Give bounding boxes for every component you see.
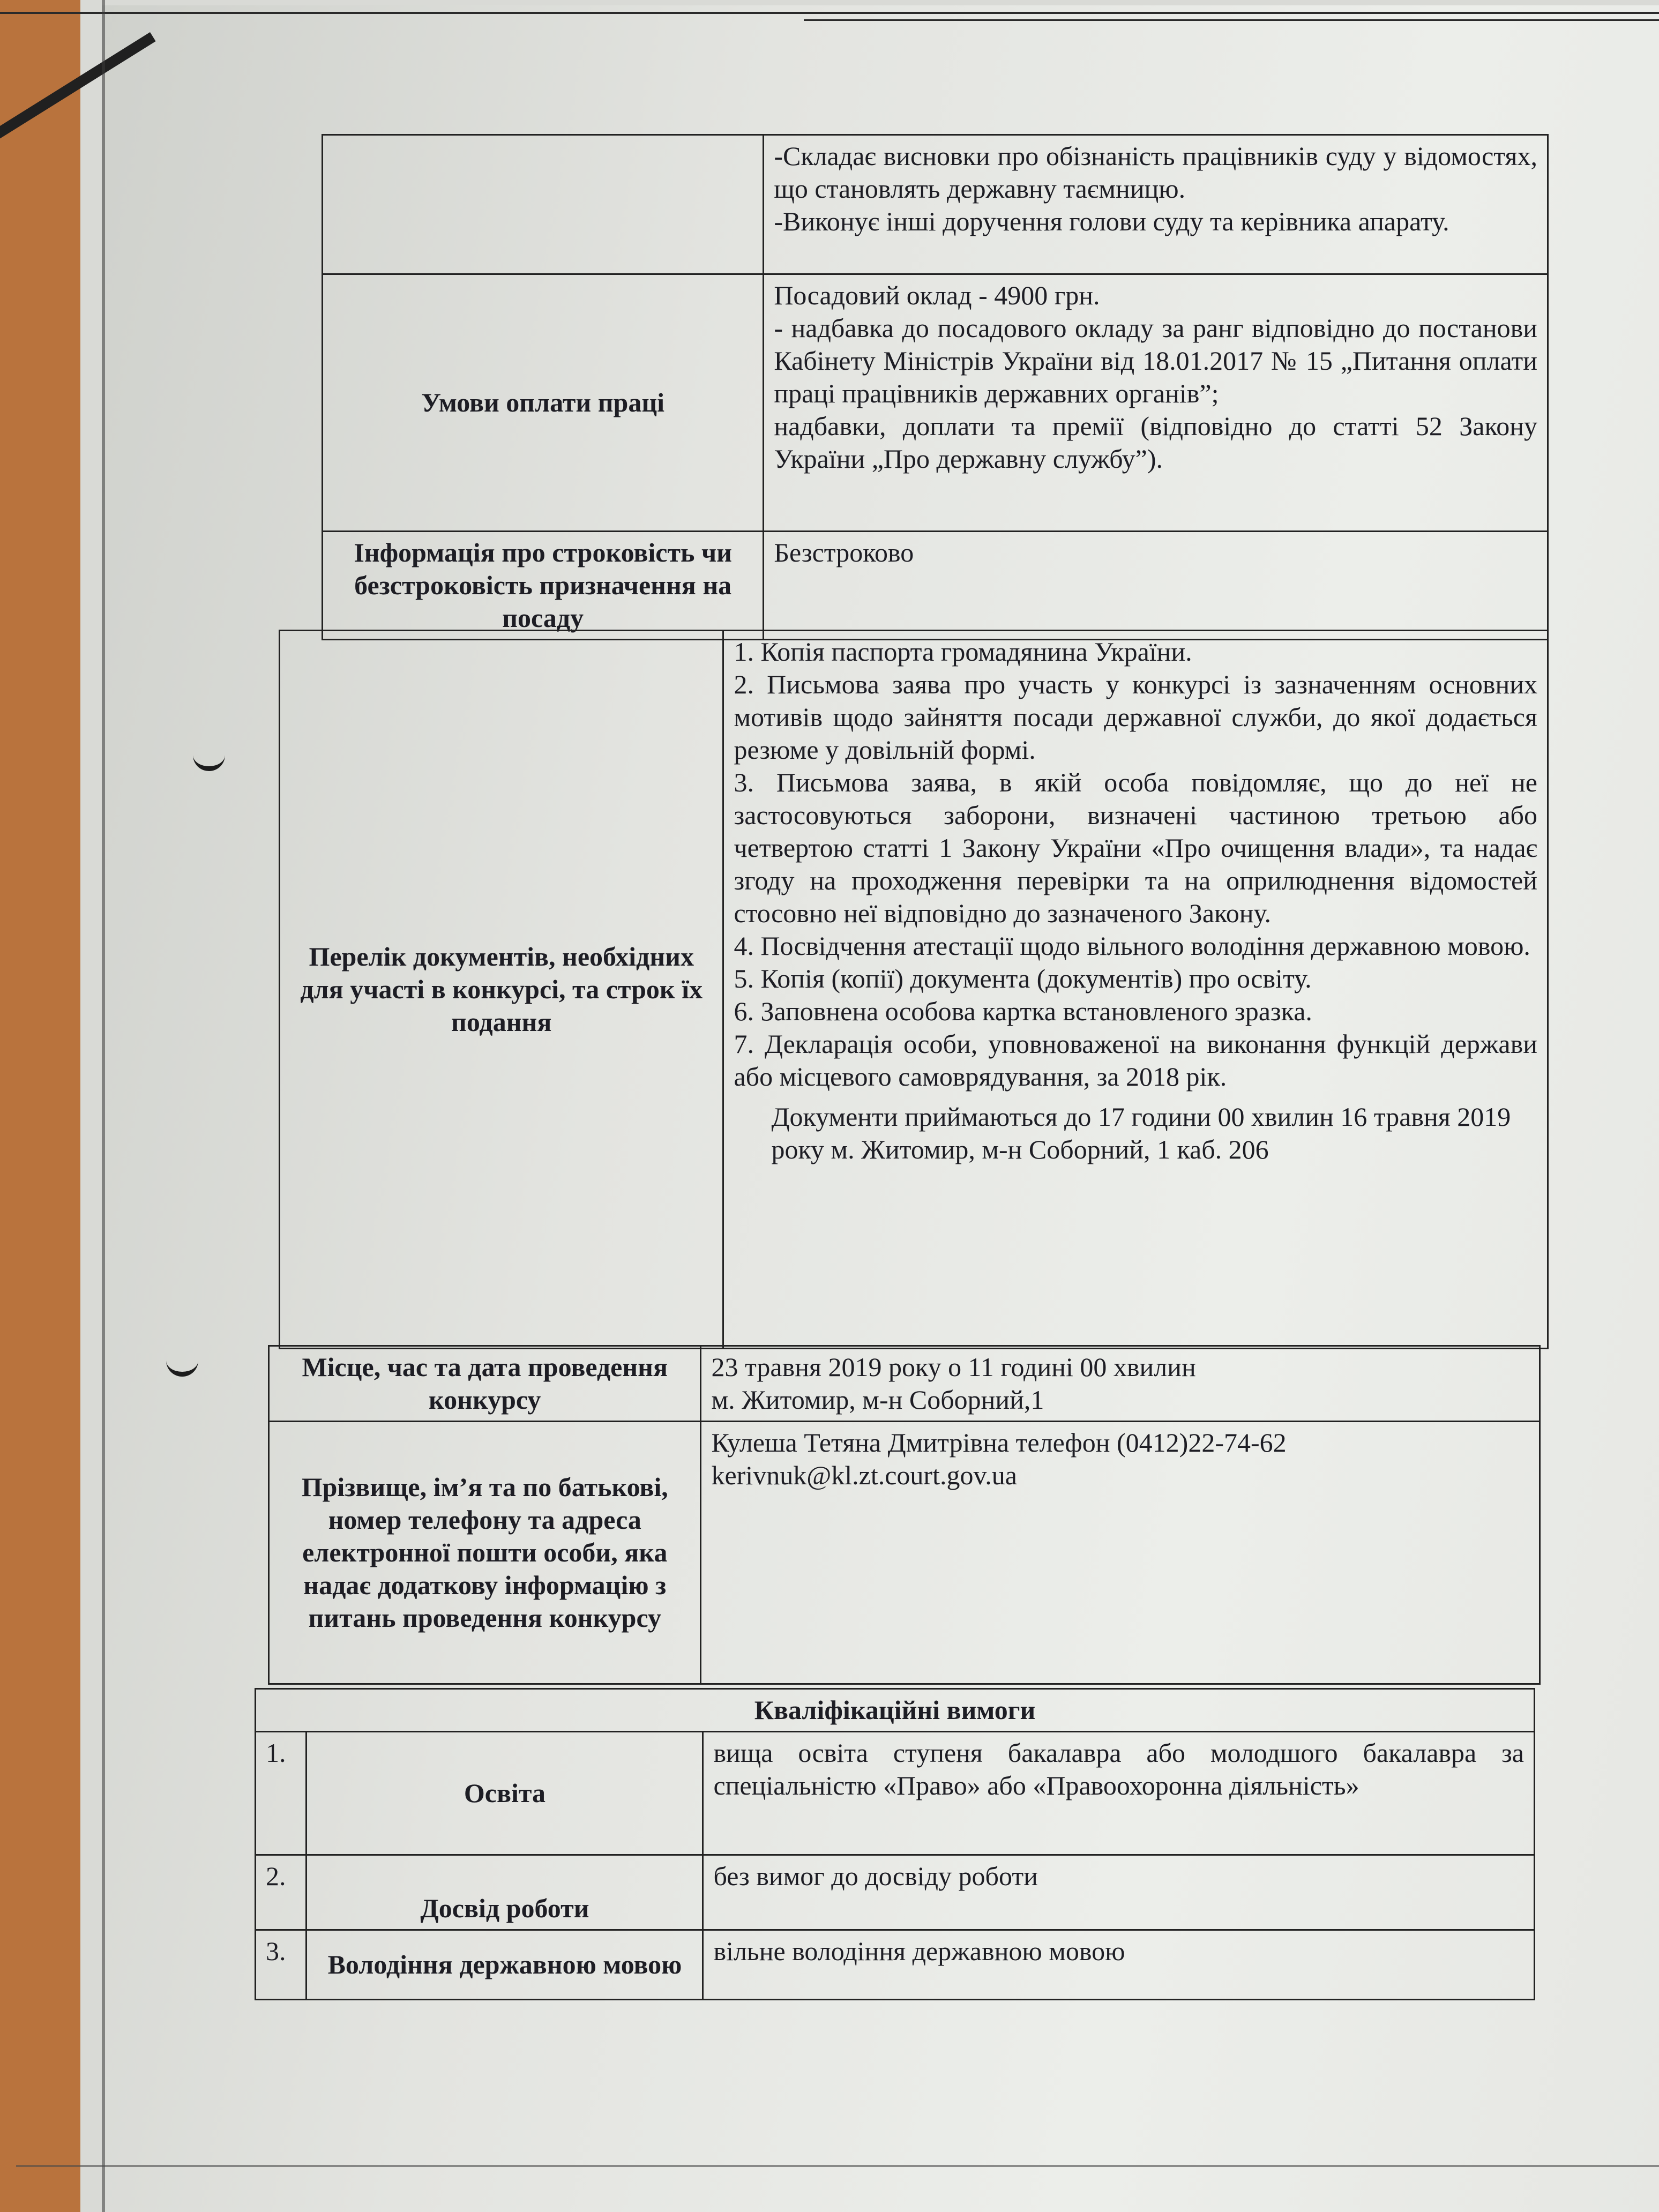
documents-row [280,631,1548,1349]
contact-email: kerivnuk@kl.zt.court.gov.ua [711,1460,1017,1490]
vacancy-table-upper [322,134,1549,640]
document-item: 1. Копія паспорта громадянина України. [734,637,1192,667]
contact-name-phone: Кулеша Тетяна Дмитрівна телефон (0412)22-74-62 [711,1428,1287,1458]
row-number: 3. [256,1930,307,2000]
qualifications-table [255,1688,1535,2000]
pay-salary: Посадовий оклад - 4900 грн. [774,280,1100,310]
education-value: вища освіта ступеня бакалавра або молодшого бакалавра за спеціальністю «Право» або «Правоохоронна діяльність» [703,1732,1535,1855]
top-edge-line-2 [804,19,1659,21]
qualification-row-education [256,1732,1535,1855]
pay-row [323,274,1548,532]
venue-address: м. Житомир, м-н Соборний,1 [711,1385,1044,1415]
page-left-edge [102,0,105,2212]
document-item: 4. Посвідчення атестації щодо вільного володіння державною мовою. [734,931,1530,961]
duty-item: -Складає висновки про обізнаність працівників суду у відомостях, що становлять державну таємницю. [774,141,1537,204]
row-number: 1. [256,1732,307,1855]
vacancy-table-lower [268,1345,1541,1685]
term-value: Безстроково [764,532,1548,640]
documents-deadline: Документи приймаються до 17 години 00 хвилин 16 травня 2019 року м. Житомир, м-н Соборний, 1 каб. 206 [771,1102,1511,1164]
experience-label: Досвід роботи [307,1855,703,1930]
top-edge-line [0,12,1659,14]
qualifications-title-row [256,1689,1535,1732]
qualifications-title: Кваліфікаційні вимоги [256,1689,1535,1732]
vacancy-table-middle [279,630,1549,1349]
document-item: 7. Декларація особи, уповноваженої на виконання функцій держави або місцевого самоврядування, за 2018 рік. [734,1029,1537,1092]
duties-cell [764,135,1548,274]
duties-label-cell [323,135,764,274]
document-item: 3. Письмова заява, в якій особа повідомляє, що до неї не застосовуються заборони, визначені частиною третьою або четвертою статті 1 Закону України «Про очищення влади», та надає згоду на проходження перевірки та на оприлюднення відомостей стосовно неї відповідно до зазначеного Закону. [734,767,1537,928]
bottom-edge-line [16,2165,1659,2167]
contact-label: Прізвище, ім’я та по батькові, номер телефону та адреса електронної пошти особи, яка надає додаткову інформацію з питань проведення конкурсу [269,1422,701,1684]
language-value: вільне володіння державною мовою [703,1930,1535,2000]
venue-datetime: 23 травня 2019 року о 11 годині 00 хвилин [711,1352,1196,1382]
contact-row [269,1422,1540,1684]
venue-cell [701,1346,1540,1422]
term-label: Інформація про строковість чи безстроковість призначення на посаду [323,532,764,640]
pay-cell [764,274,1548,532]
documents-cell [723,631,1548,1349]
row-number: 2. [256,1855,307,1930]
education-label: Освіта [307,1732,703,1855]
duties-row [323,135,1548,274]
pay-label: Умови оплати праці [323,274,764,532]
term-row [323,532,1548,640]
pay-rank-bonus: - надбавка до посадового окладу за ранг відповідно до постанови Кабінету Міністрів України від 18.01.2017 № 15 „Питання оплати праці працівників державних органів”; [774,313,1537,408]
document-item: 2. Письмова заява про участь у конкурсі із зазначенням основних мотивів щодо зайняття посади державної служби, до якої додається резюме у довільній формі. [734,669,1537,765]
documents-label: Перелік документів, необхідних для участі в конкурсі, та строк їх подання [280,631,723,1349]
venue-label: Місце, час та дата проведення конкурсу [269,1346,701,1422]
qualification-row-language [256,1930,1535,2000]
language-label: Володіння державною мовою [307,1930,703,2000]
document-item: 6. Заповнена особова картка встановленого зразка. [734,996,1312,1026]
experience-value: без вимог до досвіду роботи [703,1855,1535,1930]
pay-other: надбавки, доплати та премії (відповідно до статті 52 Закону України „Про державну службу”). [774,411,1537,474]
venue-row [269,1346,1540,1422]
document-item: 5. Копія (копії) документа (документів) про освіту. [734,963,1312,993]
duty-item: -Виконує інші доручення голови суду та керівника апарату. [774,206,1449,236]
contact-cell [701,1422,1540,1684]
qualification-row-experience [256,1855,1535,1930]
